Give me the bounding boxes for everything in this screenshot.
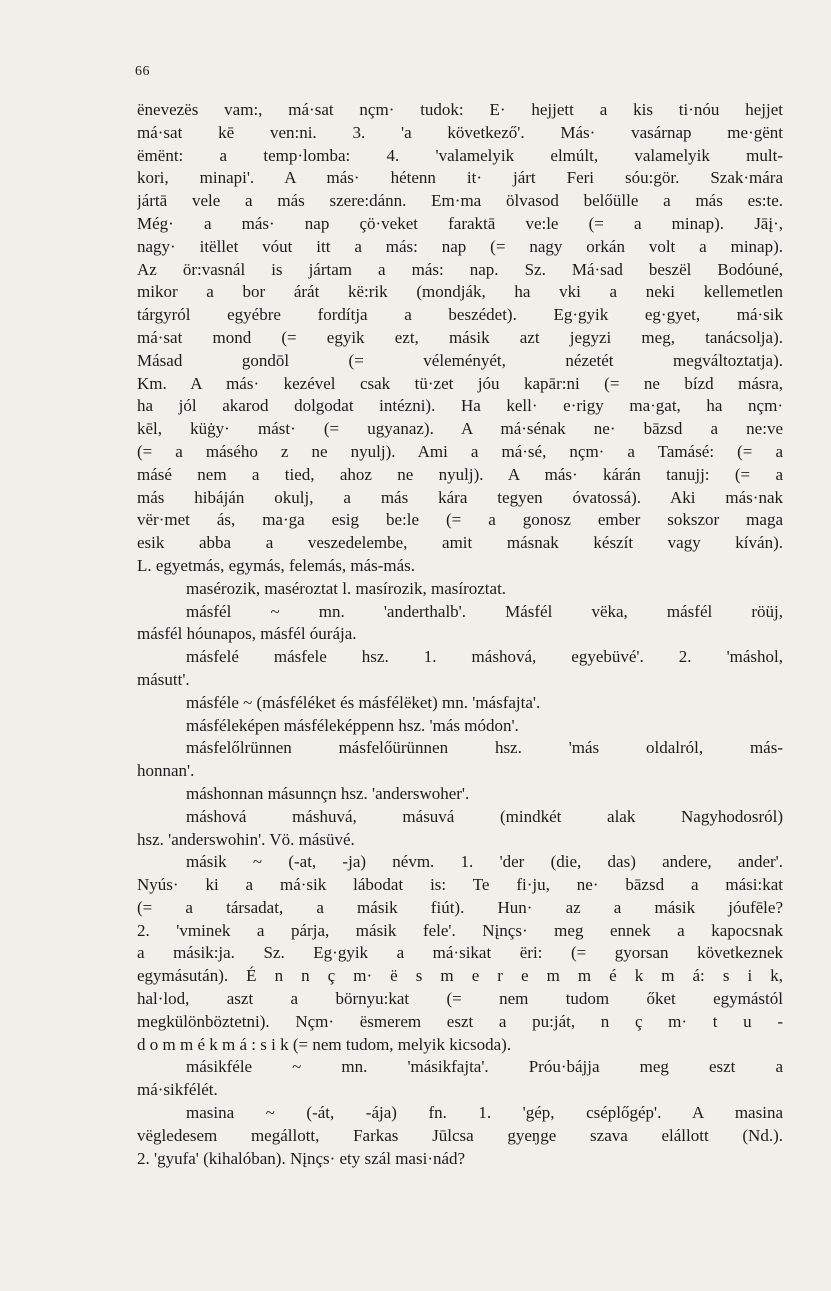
- text-line: a másik:ja. Sz. Eg·gyik a má·sikat ëri: (= gyorsan következnek: [137, 943, 783, 963]
- text-line: 2. 'gyufa' (kihalóban). Nįnçs· ety szál masi·nád?: [137, 1148, 466, 1168]
- text-line: tárgyról egyébre fordítja a beszédet). Eg·gyik eg·gyet, má·sik: [137, 305, 783, 325]
- text-line: (= a társadat, a másik fiút). Hun· az a másik jóufēle?: [137, 897, 783, 917]
- text-line: egymásután). É n n ç m· ë s m e r e m m é k m á: s i k,: [137, 966, 783, 986]
- text-line: hal·lod, aszt a börnyu:kat (= nem tudom őket egymástól: [137, 989, 783, 1009]
- text-line: nagy· itëllet vóut itt a más: nap (= nagy orkán volt a minap).: [137, 236, 783, 256]
- text-line: másfelé másfele hsz. 1. máshová, egyebüvé'. 2. 'máshol,: [186, 647, 783, 667]
- text-line: másik ~ (-at, -ja) névm. 1. 'der (die, das) andere, ander'.: [186, 852, 783, 872]
- text-line: d o m m é k m á : s i k (= nem tudom, melyik kicsoda).: [137, 1034, 512, 1054]
- text-line: másfelőlrünnen másfelőürünnen hsz. 'más oldalról, más-: [186, 738, 783, 758]
- text-line: honnan'.: [137, 761, 195, 781]
- text-line: L. egyetmás, egymás, felemás, más-más.: [137, 555, 416, 575]
- page-number: 66: [135, 64, 150, 79]
- text-line: masina ~ (-át, -ája) fn. 1. 'gép, cséplőgép'. A masina: [186, 1103, 783, 1123]
- text-line: máshová máshuvá, másuvá (mindkét alak Nagyhodosról): [186, 806, 783, 826]
- text-line: Másad gondōl (= véleményét, nézetét megváltoztatja).: [137, 350, 783, 370]
- text-line: ënevezës vam:, má·sat nçm· tudok: E· hejjett a kis ti·nóu hejjet: [137, 100, 783, 119]
- text-line: másféle ~ (másféléket és másfélëket) mn. 'másfajta'.: [186, 692, 541, 712]
- text-line: mikor a bor árát kë:rik (mondják, ha vki a neki kellemetlen: [137, 282, 783, 302]
- text-line: ha jól akarod dolgodat intézni). Ha kell· e·rigy ma·gat, ha nçm·: [137, 396, 783, 416]
- text-line: ëmënt: a temp·lomba: 4. 'valamelyik elmúlt, valamelyik mult-: [137, 145, 783, 165]
- text-line: Km. A más· kezével csak tü·zet jóu kapār:ni (= ne bízd másra,: [137, 373, 783, 393]
- text-line: másfél hóunapos, másfél óurája.: [137, 624, 357, 644]
- text-line: esik abba a veszedelembe, amit másnak készít vagy kíván).: [137, 533, 783, 553]
- text-line: vër·met ás, ma·ga esig be:le (= a gonosz ember sokszor maga: [137, 510, 783, 530]
- text-line: má·sat mond (= egyik ezt, másik azt jegyzi meg, tanácsolja).: [137, 327, 783, 347]
- text-line: másféleképen másféleképpenn hsz. 'más módon'.: [186, 715, 519, 735]
- text-line: jártā vele a más szere:dánn. Em·ma ölvasod belőülle a más es:te.: [137, 191, 783, 211]
- text-line: másutt'.: [137, 669, 190, 689]
- text-line: Nyús· ki a má·sik lábodat is: Te fi·ju, ne· bāzsd a mási:kat: [137, 875, 783, 895]
- text-line: másfél ~ mn. 'anderthalb'. Másfél vëka, másfél röüj,: [186, 601, 783, 621]
- text-line: (= a másého z ne nyulj). Ami a má·sé, nçm· a Tamásé: (= a: [137, 441, 783, 461]
- text-line: má·sat kē ven:ni. 3. 'a következő'. Más· vasárnap me·gënt: [137, 122, 783, 142]
- text-line: má·sikfélét.: [137, 1080, 218, 1100]
- text-line: kori, minapi'. A más· hétenn it· járt Feri sóu:gör. Szak·mára: [137, 168, 783, 188]
- text-line: hsz. 'anderswohin'. Vö. másüvé.: [137, 829, 355, 849]
- text-line: másé nem a tied, ahoz ne nyulj). A más· kárán tanujj: (= a: [137, 464, 783, 484]
- text-line: másikféle ~ mn. 'másikfajta'. Próu·bájja meg eszt a: [186, 1057, 783, 1077]
- text-line: máshonnan másunnçn hsz. 'anderswoher'.: [186, 783, 470, 803]
- text-line: kēl, küġy· mást· (= ugyanaz). A má·sénak ne· bāzsd a ne:ve: [137, 419, 783, 439]
- text-line: Még· a más· nap çö·veket faraktā ve:le (= a minap). Jāį·,: [137, 213, 783, 233]
- text-line: más hibáján okulj, a más kára tegyen óvatossá). Aki más·nak: [137, 487, 783, 507]
- text-line: megkülönböztetni). Nçm· ësmerem eszt a pu:ját, n ç m· t u -: [137, 1011, 783, 1031]
- text-line: 2. 'vminek a párja, másik fele'. Nįnçs· meg ennek a kapocsnak: [137, 920, 783, 940]
- text-line: masérozik, maséroztat l. masírozik, masíroztat.: [186, 578, 507, 598]
- text-line: vëgledesem megállott, Farkas Jūlcsa gyeŋge szava elállott (Nd.).: [137, 1125, 783, 1145]
- text-line: Az ör:vasnál is jártam a más: nap. Sz. Má·sad beszël Bodóuné,: [137, 259, 783, 279]
- dictionary-text: [137, 99, 783, 1170]
